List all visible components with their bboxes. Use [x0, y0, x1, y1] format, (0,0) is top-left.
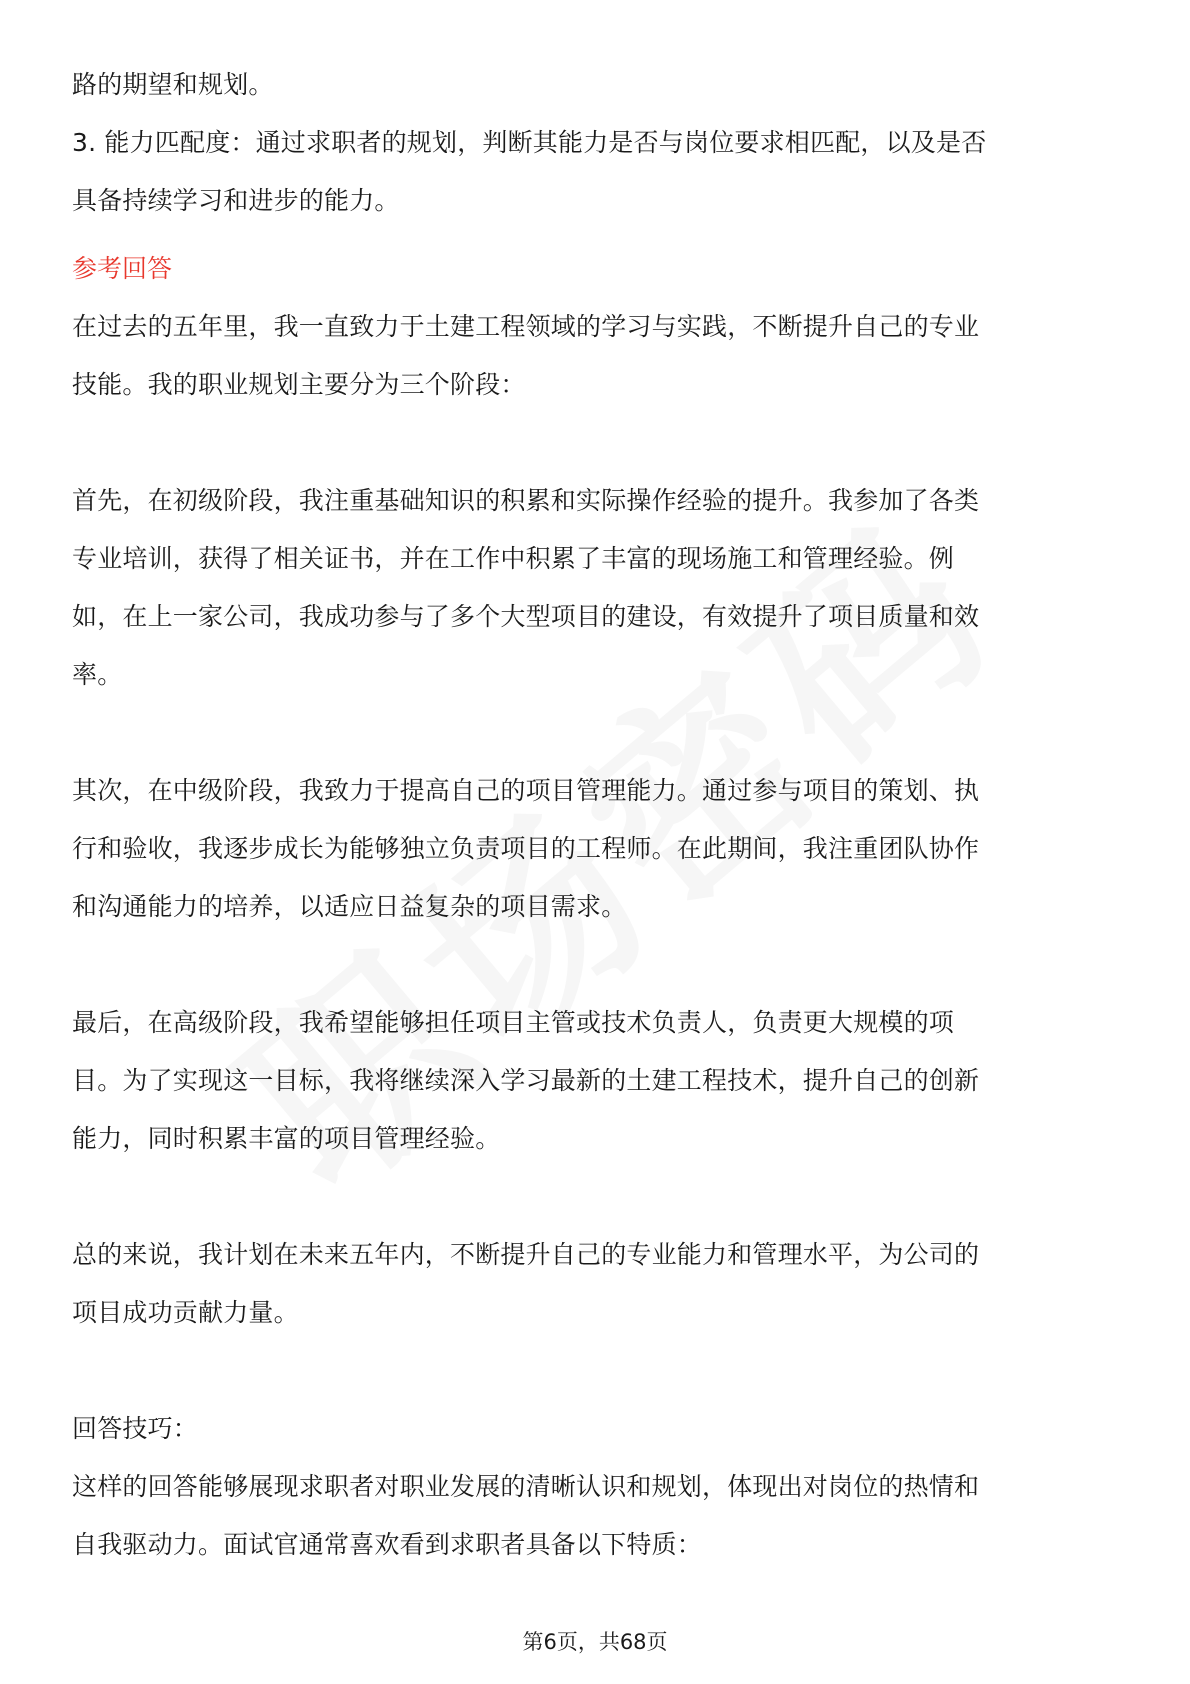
- intro-line-2: 3. 能力匹配度：通过求职者的规划，判断其能力是否与岗位要求相匹配，以及是否: [72, 128, 987, 157]
- paragraph-gap: [72, 936, 1122, 994]
- paragraph-line: 能力，同时积累丰富的项目管理经验。: [72, 1124, 501, 1153]
- page-number: 第6页，共68页: [522, 1630, 668, 1654]
- paragraph-line: 和沟通能力的培养，以适应日益复杂的项目需求。: [72, 892, 627, 921]
- tips-heading: 回答技巧：: [72, 1414, 199, 1443]
- tips-line: 这样的回答能够展现求职者对职业发展的清晰认识和规划，体现出对岗位的热情和: [72, 1472, 980, 1501]
- intro-line-1: 路的期望和规划。: [72, 70, 274, 99]
- document-page: [72, 56, 1122, 1574]
- intro-line-3: 具备持续学习和进步的能力。: [72, 186, 400, 215]
- paragraph-line: 项目成功贡献力量。: [72, 1298, 299, 1327]
- paragraph-gap: [72, 1342, 1122, 1400]
- paragraph-line: 最后，在高级阶段，我希望能够担任项目主管或技术负责人，负责更大规模的项: [72, 1008, 955, 1037]
- paragraph-line: 率。: [72, 660, 123, 689]
- paragraph-gap: [72, 1168, 1122, 1226]
- paragraph-line: 其次，在中级阶段，我致力于提高自己的项目管理能力。通过参与项目的策划、执: [72, 776, 980, 805]
- tips-line: 自我驱动力。面试官通常喜欢看到求职者具备以下特质：: [72, 1530, 703, 1559]
- paragraph-line: 目。为了实现这一目标，我将继续深入学习最新的土建工程技术，提升自己的创新: [72, 1066, 980, 1095]
- paragraph-line: 总的来说，我计划在未来五年内，不断提升自己的专业能力和管理水平，为公司的: [72, 1240, 980, 1269]
- paragraph-gap: [72, 414, 1122, 472]
- paragraph-gap: [72, 704, 1122, 762]
- paragraph-line: 首先，在初级阶段，我注重基础知识的积累和实际操作经验的提升。我参加了各类: [72, 486, 980, 515]
- reference-answer-heading: 参考回答: [72, 254, 173, 283]
- paragraph-line: 在过去的五年里，我一直致力于土建工程领域的学习与实践，不断提升自己的专业: [72, 312, 980, 341]
- paragraph-line: 技能。我的职业规划主要分为三个阶段：: [72, 370, 526, 399]
- paragraph-line: 专业培训，获得了相关证书，并在工作中积累了丰富的现场施工和管理经验。例: [72, 544, 955, 573]
- paragraph-line: 行和验收，我逐步成长为能够独立负责项目的工程师。在此期间，我注重团队协作: [72, 834, 980, 863]
- paragraph-line: 如，在上一家公司，我成功参与了多个大型项目的建设，有效提升了项目质量和效: [72, 602, 980, 631]
